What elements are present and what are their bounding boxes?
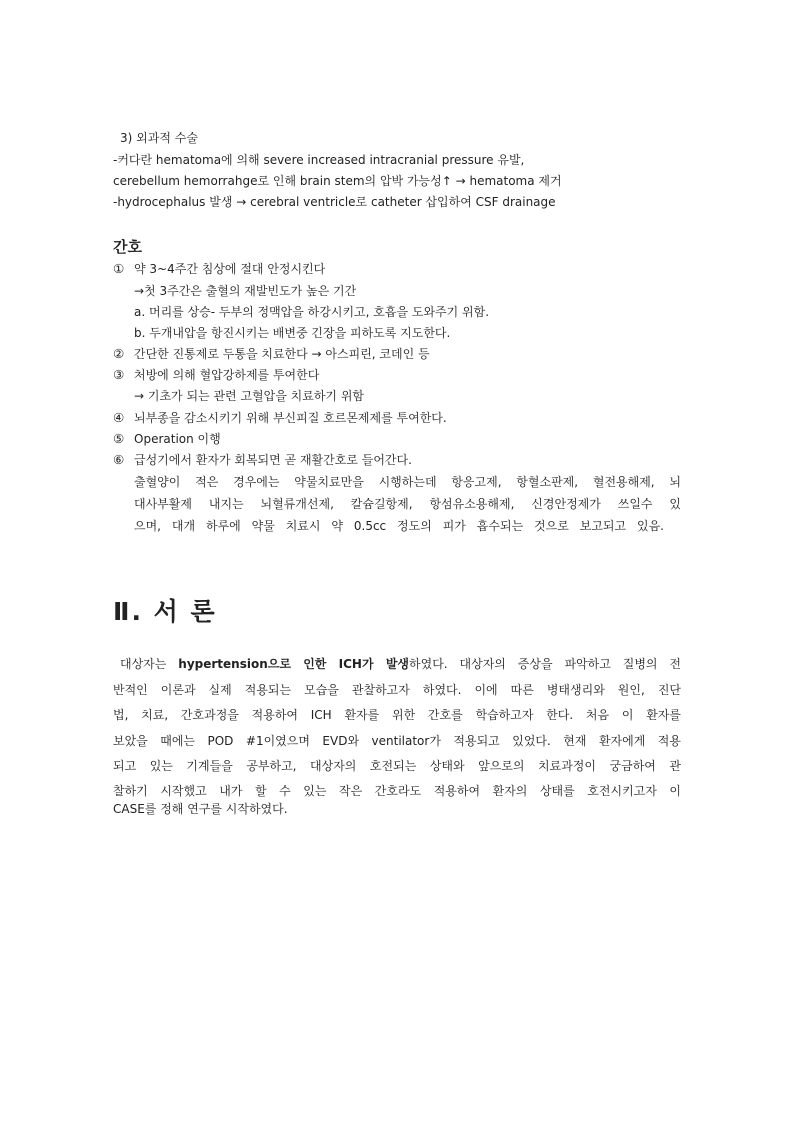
intro-line: 보았을 때에는 POD #1이였으며 EVD와 ventilator가 적용되고 있었다. 현재 환자에게 적용 bbox=[113, 734, 681, 748]
surgery-title: 3) 외과적 수술 bbox=[120, 131, 198, 145]
intro-emphasis: hypertension으로 인한 ICH가 발생 bbox=[178, 657, 410, 671]
intro-line: CASE를 정해 연구를 시작하였다. bbox=[113, 802, 288, 816]
nursing-subitem: a. 머리를 상승- 두부의 정맥압을 하강시키고, 호흡을 도와주기 위함. bbox=[134, 305, 490, 319]
intro-text: 하였다. 대상자의 증상을 파악하고 질병의 전 bbox=[409, 657, 682, 671]
nursing-item: 급성기에서 환자가 회복되면 곧 재활간호로 들어간다. bbox=[134, 453, 412, 467]
section-title: Ⅱ. 서 론 bbox=[113, 597, 217, 626]
nursing-paragraph-line: 출혈양이 적은 경우에는 약물치료만을 시행하는데 항응고제, 항혈소판제, 혈전용해제, 뇌 bbox=[134, 475, 681, 489]
intro-line bbox=[120, 656, 681, 672]
nursing-subitem: →첫 3주간은 출혈의 재발빈도가 높은 기간 bbox=[134, 284, 357, 298]
surgery-line: cerebellum hemorrahge로 인해 brain stem의 압박 가능성↑ → hematoma 제거 bbox=[113, 174, 562, 188]
intro-text: 대상자는 bbox=[120, 657, 179, 671]
nursing-item: 간단한 진통제로 두통을 치료한다 → 아스피린, 코데인 등 bbox=[134, 347, 430, 361]
item-number: ① bbox=[113, 261, 125, 276]
nursing-subitem: b. 두개내압을 항진시키는 배변중 긴장을 피하도록 지도한다. bbox=[134, 326, 451, 340]
intro-line: 찰하기 시작했고 내가 할 수 있는 작은 간호라도 적용하여 환자의 상태를 호전시키고자 이 bbox=[113, 784, 681, 798]
nursing-paragraph-line: 대사부활제 내지는 뇌혈류개선제, 칼슘길항제, 항섬유소용해제, 신경안정제가 쓰일수 있 bbox=[134, 497, 681, 511]
nursing-item: Operation 이행 bbox=[134, 432, 221, 446]
nursing-item: 뇌부종을 감소시키기 위해 부신피질 호르몬제제를 투여한다. bbox=[134, 411, 447, 425]
item-number: ② bbox=[113, 346, 125, 361]
item-number: ③ bbox=[113, 367, 125, 382]
intro-line: 법, 치료, 간호과정을 적용하여 ICH 환자를 위한 간호를 학습하고자 한다. 처음 이 환자를 bbox=[113, 708, 681, 722]
nursing-subitem: → 기초가 되는 관련 고혈압을 치료하기 위함 bbox=[134, 389, 365, 403]
nursing-paragraph-line: 으며, 대개 하루에 약물 치료시 약 0.5cc 정도의 피가 흡수되는 것으로 보고되고 있음. bbox=[134, 519, 664, 533]
intro-line: 반적인 이론과 실제 적용되는 모습을 관찰하고자 하였다. 이에 따른 병태생리와 원인, 진단 bbox=[113, 683, 681, 697]
nursing-heading: 간호 bbox=[113, 238, 142, 256]
item-number: ⑤ bbox=[113, 431, 125, 446]
surgery-line: -커다란 hematoma에 의해 severe increased intracranial pressure 유발, bbox=[113, 153, 525, 167]
nursing-item: 약 3~4주간 침상에 절대 안정시킨다 bbox=[134, 262, 326, 276]
item-number: ④ bbox=[113, 410, 125, 425]
intro-line: 되고 있는 기계들을 공부하고, 대상자의 호전되는 상태와 앞으로의 치료과정이 궁금하여 관 bbox=[113, 759, 681, 773]
item-number: ⑥ bbox=[113, 452, 125, 467]
nursing-item: 처방에 의해 혈압강하제를 투여한다 bbox=[134, 368, 320, 382]
surgery-line: -hydrocephalus 발생 → cerebral ventricle로 catheter 삽입하여 CSF drainage bbox=[113, 195, 556, 209]
